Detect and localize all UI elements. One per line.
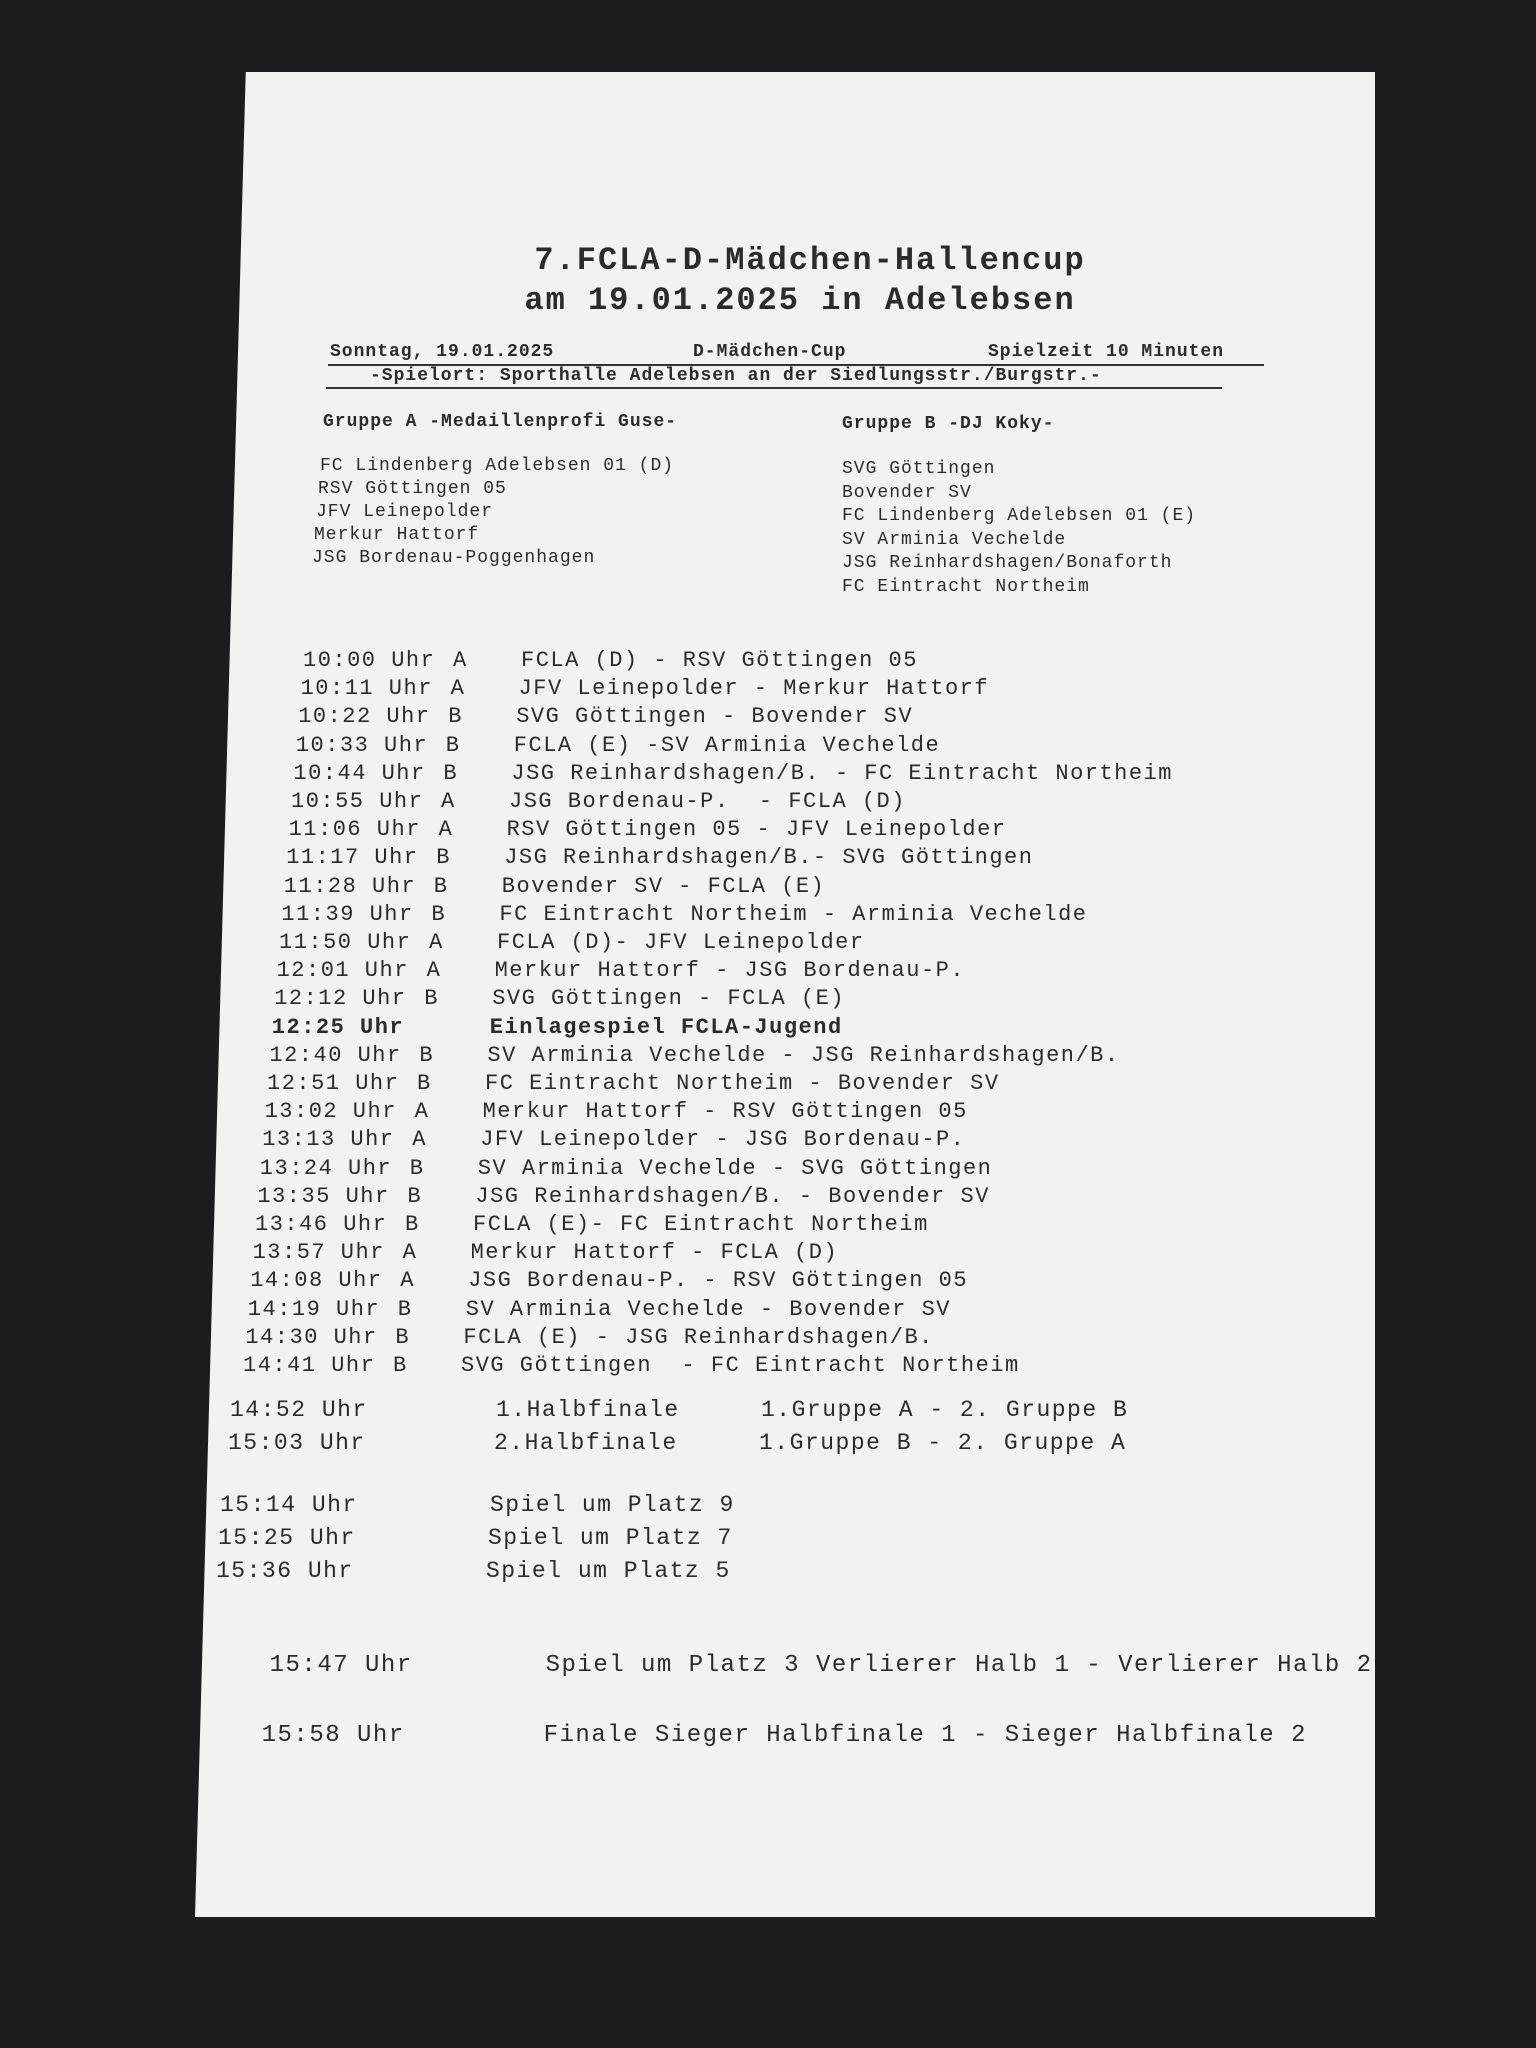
match-pairing: SVG Göttingen - FC Eintracht Northeim <box>461 1353 1020 1378</box>
group-b-title: Gruppe B -DJ Koky- <box>842 414 1055 434</box>
schedule-row <box>255 1212 929 1237</box>
match-time: 14:19 Uhr <box>247 1296 381 1322</box>
placement-time: 15:25 Uhr <box>218 1525 356 1551</box>
header-cup: D-Mädchen-Cup <box>693 342 847 362</box>
match-group: B <box>436 845 451 871</box>
placement-time: 15:36 Uhr <box>216 1558 354 1584</box>
schedule-row <box>289 817 1007 842</box>
match-group: B <box>448 704 463 730</box>
match-time: 12:01 Uhr <box>276 958 409 984</box>
match-group: B <box>433 873 449 899</box>
schedule-row <box>267 1071 1000 1096</box>
match-pairing: Einlagespiel FCLA-Jugend <box>489 1014 843 1040</box>
match-group: B <box>393 1353 408 1378</box>
match-pairing: FCLA (E) -SV Arminia Vechelde <box>513 732 941 758</box>
match-time: 14:41 Uhr <box>243 1353 376 1378</box>
match-time: 11:28 Uhr <box>283 873 417 899</box>
match-pairing: JFV Leinepolder - Merkur Hattorf <box>518 676 990 702</box>
schedule-row <box>260 1156 993 1181</box>
semifinal-pairing: 1.Gruppe B - 2. Gruppe A <box>759 1430 1127 1456</box>
match-pairing: FCLA (E)- FC Eintracht Northeim <box>473 1212 929 1237</box>
schedule-row <box>286 845 1033 870</box>
final-match: Finale Sieger Halbfinale 1 - Sieger Halbfinale 2 <box>543 1722 1307 1749</box>
schedule-row <box>284 874 825 899</box>
match-group: B <box>417 1071 432 1096</box>
match-group: B <box>424 986 439 1012</box>
title-line-2: am 19.01.2025 in Adelebsen <box>524 282 1076 319</box>
schedule-row <box>269 1043 1119 1068</box>
match-time: 10:44 Uhr <box>293 760 426 786</box>
match-group: B <box>395 1324 411 1350</box>
semifinal-time: 15:03 Uhr <box>228 1430 366 1456</box>
group-b-team: SVG Göttingen <box>842 459 996 479</box>
group-b-team: FC Eintracht Northeim <box>842 576 1090 597</box>
placement-row <box>218 1525 733 1551</box>
match-pairing: JSG Bordenau-P. - FCLA (D) <box>509 789 906 814</box>
match-pairing: SV Arminia Vechelde - Bovender SV <box>465 1296 951 1322</box>
match-pairing: Bovender SV - FCLA (E) <box>501 873 826 899</box>
schedule-row <box>248 1297 951 1322</box>
match-pairing: FC Eintracht Northeim - Arminia Vechelde <box>499 901 1088 927</box>
semifinal-label: 2.Halbfinale <box>494 1430 678 1456</box>
match-group: A <box>450 676 466 702</box>
match-time: 10:11 Uhr <box>300 676 433 702</box>
match-pairing: JSG Reinhardshagen/B. - FC Eintracht Northeim <box>511 760 1173 786</box>
third-place-time: 15:47 Uhr <box>269 1652 413 1679</box>
header-rule-2 <box>326 387 1222 389</box>
placement-match: Spiel um Platz 7 <box>488 1525 733 1551</box>
group-a-team: FC Lindenberg Adelebsen 01 (D) <box>320 456 675 476</box>
match-time: 12:40 Uhr <box>269 1042 402 1068</box>
match-pairing: SV Arminia Vechelde - SVG Göttingen <box>477 1155 993 1181</box>
placement-row <box>216 1558 731 1584</box>
group-b-team: Bovender SV <box>842 482 972 503</box>
group-a-team: JFV Leinepolder <box>316 502 494 522</box>
match-time: 13:02 Uhr <box>264 1099 397 1125</box>
match-pairing: RSV Göttingen 05 - JFV Leinepolder <box>506 817 1007 843</box>
schedule-row <box>279 930 865 955</box>
semifinal-pairing: 1.Gruppe A - 2. Gruppe B <box>761 1397 1129 1423</box>
match-group: B <box>419 1042 435 1068</box>
schedule-row <box>257 1184 990 1209</box>
match-pairing: JSG Reinhardshagen/B. - Bovender SV <box>475 1183 990 1209</box>
group-a-title: Gruppe A -Medaillenprofi Guse- <box>323 412 678 432</box>
group-b-team: FC Lindenberg Adelebsen 01 (E) <box>842 506 1197 526</box>
schedule-row <box>243 1353 1020 1378</box>
match-group: A <box>412 1127 427 1153</box>
match-pairing: Merkur Hattorf - RSV Göttingen 05 <box>482 1099 968 1125</box>
match-group: A <box>402 1240 418 1266</box>
final-time: 15:58 Uhr <box>261 1722 405 1749</box>
semifinal-label: 1.Halbfinale <box>496 1397 680 1423</box>
match-pairing: FCLA (E) - JSG Reinhardshagen/B. <box>463 1324 934 1350</box>
match-time: 13:24 Uhr <box>259 1155 393 1181</box>
placement-match: Spiel um Platz 9 <box>490 1492 735 1518</box>
match-pairing: FCLA (D)- JFV Leinepolder <box>497 930 865 955</box>
schedule-row <box>281 902 1087 927</box>
semifinal-row <box>230 1397 1128 1423</box>
match-group: B <box>431 901 447 927</box>
final-row <box>198 1695 1307 1776</box>
match-time: 11:39 Uhr <box>281 901 414 927</box>
match-pairing: FC Eintracht Northeim - Bovender SV <box>485 1071 1000 1096</box>
match-group: A <box>441 789 456 814</box>
match-time: 13:46 Uhr <box>255 1212 388 1237</box>
schedule-row <box>301 676 989 701</box>
schedule-row <box>274 986 845 1011</box>
header-venue: -Spielort: Sporthalle Adelebsen an der Siedlungsstr./Burgstr.- <box>370 366 1102 386</box>
schedule-row <box>303 648 918 673</box>
match-group: A <box>429 930 444 955</box>
match-time: 13:35 Uhr <box>257 1183 390 1209</box>
schedule-row <box>262 1127 965 1152</box>
match-pairing: Merkur Hattorf - FCLA (D) <box>470 1240 839 1266</box>
header-date: Sonntag, 19.01.2025 <box>330 342 555 362</box>
schedule-row <box>296 733 940 758</box>
match-pairing: SV Arminia Vechelde - JSG Reinhardshagen/B. <box>487 1042 1120 1068</box>
schedule-row <box>253 1240 839 1265</box>
match-time: 14:08 Uhr <box>250 1268 383 1294</box>
schedule-row <box>265 1099 968 1124</box>
schedule-row <box>250 1268 968 1293</box>
match-group: B <box>409 1155 425 1181</box>
match-group: A <box>438 817 454 843</box>
match-group: B <box>405 1212 420 1237</box>
semifinal-time: 14:52 Uhr <box>230 1397 368 1423</box>
match-pairing: Merkur Hattorf - JSG Bordenau-P. <box>494 958 966 984</box>
schedule-row <box>293 761 1173 786</box>
match-time: 10:33 Uhr <box>295 732 429 758</box>
group-a-team: RSV Göttingen 05 <box>318 479 507 499</box>
placement-row <box>220 1492 735 1518</box>
schedule-row <box>272 1015 843 1040</box>
match-group: A <box>414 1099 430 1125</box>
schedule-row <box>298 704 913 729</box>
schedule-row <box>291 789 906 814</box>
group-b-team: JSG Reinhardshagen/Bonaforth <box>842 553 1173 573</box>
third-place-match: Spiel um Platz 3 Verlierer Halb 1 - Verlierer Halb 2 <box>545 1652 1373 1679</box>
match-time: 12:25 Uhr <box>271 1014 405 1040</box>
semifinal-row <box>228 1430 1126 1456</box>
match-group: A <box>453 648 468 673</box>
header-duration: Spielzeit 10 Minuten <box>988 342 1225 362</box>
match-group: B <box>407 1183 423 1209</box>
schedule-row <box>277 958 965 983</box>
match-group: B <box>443 760 459 786</box>
match-time: 11:50 Uhr <box>279 930 412 955</box>
third-place-row <box>206 1625 1373 1706</box>
match-pairing: SVG Göttingen - FCLA (E) <box>492 986 846 1012</box>
match-pairing: JSG Bordenau-P. - RSV Göttingen 05 <box>468 1268 969 1294</box>
match-time: 13:13 Uhr <box>262 1127 395 1153</box>
match-time: 11:06 Uhr <box>288 817 421 843</box>
match-time: 14:30 Uhr <box>245 1324 378 1350</box>
group-a-team: Merkur Hattorf <box>314 525 480 545</box>
group-b-team: SV Arminia Vechelde <box>842 529 1067 550</box>
placement-time: 15:14 Uhr <box>220 1492 358 1518</box>
title-line-1: 7.FCLA-D-Mädchen-Hallencup <box>534 242 1086 279</box>
match-time: 10:00 Uhr <box>303 648 436 673</box>
match-pairing: JSG Reinhardshagen/B.- SVG Göttingen <box>504 845 1034 871</box>
match-group: B <box>397 1296 413 1322</box>
group-a-team: JSG Bordenau-Poggenhagen <box>312 548 596 568</box>
match-group: B <box>445 732 461 758</box>
match-time: 10:22 Uhr <box>298 704 431 730</box>
match-time: 10:55 Uhr <box>291 789 424 814</box>
match-time: 12:51 Uhr <box>267 1071 400 1096</box>
schedule-row <box>245 1325 933 1350</box>
match-group: A <box>426 958 442 984</box>
match-pairing: JFV Leinepolder - JSG Bordenau-P. <box>480 1127 966 1153</box>
match-group: A <box>400 1268 415 1294</box>
match-pairing: SVG Göttingen - Bovender SV <box>516 704 914 730</box>
match-time: 12:12 Uhr <box>274 986 407 1012</box>
placement-match: Spiel um Platz 5 <box>486 1558 731 1584</box>
match-time: 13:57 Uhr <box>252 1240 385 1266</box>
match-pairing: FCLA (D) - RSV Göttingen 05 <box>521 648 918 673</box>
match-time: 11:17 Uhr <box>286 845 419 871</box>
